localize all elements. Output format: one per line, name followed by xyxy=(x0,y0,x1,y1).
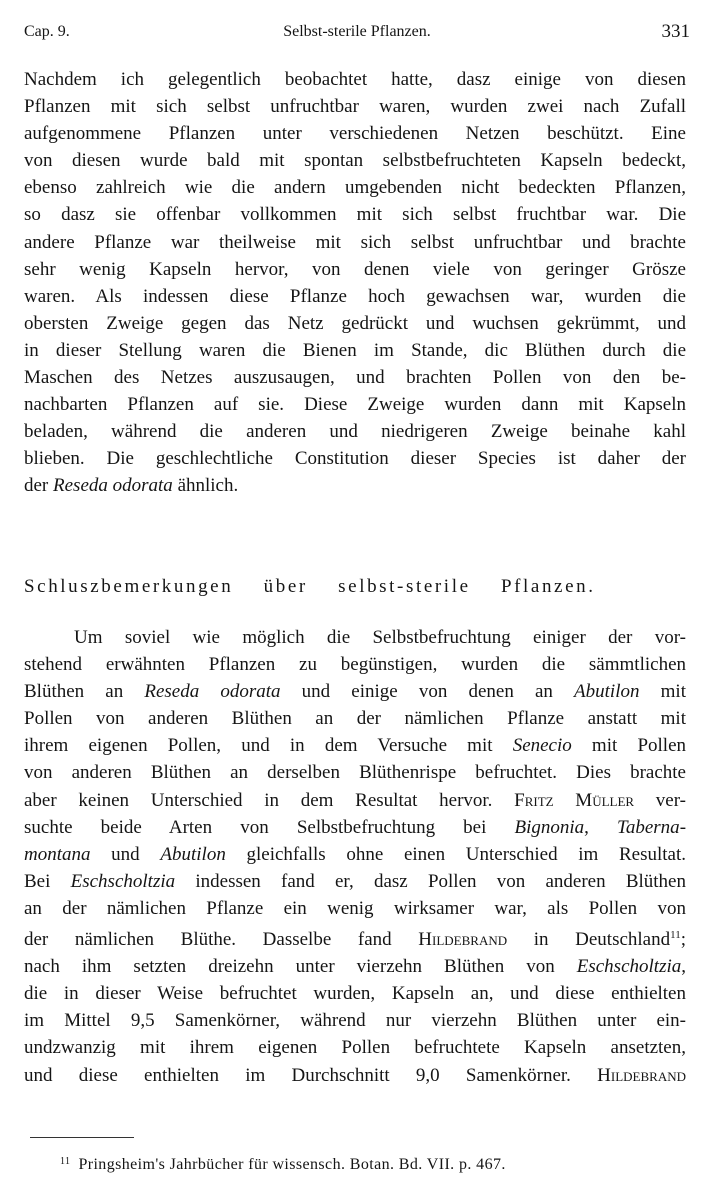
text-line: blieben. Die geschlechtliche Constitution dieser Species ist daher der xyxy=(24,448,686,470)
text-line: sehr wenig Kapseln hervor, von denen viele von geringer Grösze xyxy=(24,258,686,280)
text-line: ebenso zahlreich wie die andern umgebenden nicht bedeckten Pflanzen, xyxy=(24,177,686,199)
species-name: Bignonia xyxy=(514,816,585,838)
footnote xyxy=(60,1150,506,1177)
text-line: nachbarten Pflanzen auf sie. Diese Zweige wurden dann mit Kapseln xyxy=(24,394,686,416)
section-heading: Schluszbemerkungen über selbst-sterile Pflanzen. xyxy=(24,576,596,597)
footnote-text: Pringsheim's Jahrbücher für wissensch. Botan. Bd. VII. p. 467. xyxy=(78,1156,506,1173)
text-line: nach ihm setzten dreizehn unter vierzehn Blüthen von Eschscholtzia, xyxy=(24,956,686,978)
text-line: Blüthen an Reseda odorata und einige von denen an Abutilon mit xyxy=(24,681,686,703)
text-line: Nachdem ich gelegentlich beobachtet hatte, dasz einige von diesen xyxy=(24,69,686,90)
species-name: Reseda odorata xyxy=(53,475,173,497)
footnote-divider xyxy=(30,1137,134,1138)
text-line: Pflanzen mit sich selbst unfruchtbar waren, wurden zwei nach Zufall xyxy=(24,96,686,118)
author-name: Hildebrand xyxy=(418,929,508,951)
text-line: andere Pflanze war theilweise mit sich selbst unfruchtbar und brachte xyxy=(24,231,686,253)
text-line: undzwanzig mit ihrem eigenen Pollen befruchtete Kapseln ansetzten, xyxy=(24,1037,686,1059)
author-name: Hildebrand xyxy=(597,1064,686,1086)
text-line: die in dieser Weise befruchtet wurden, Kapseln an, und diese enthielten xyxy=(24,983,686,1005)
text-line: Maschen des Netzes auszusaugen, und brachten Pollen von den be- xyxy=(24,367,686,389)
footnote-reference: 11 xyxy=(670,929,681,942)
text-line: so dasz sie offenbar vollkommen mit sich selbst fruchtbar war. Die xyxy=(24,204,686,226)
paragraph-1-last-line: der Reseda odorata ähnlich. xyxy=(24,475,239,497)
text-line: aber keinen Unterschied in dem Resultat hervor. Fritz Müller ver- xyxy=(24,789,686,811)
text-line: von diesen wurde bald mit spontan selbstbefruchteten Kapseln bedeckt, xyxy=(24,150,686,172)
text-line: aufgenommene Pflanzen unter verschiedenen Netzen beschützt. Eine xyxy=(24,123,686,145)
species-name: Eschscholtzia xyxy=(576,956,682,978)
text-line: Um soviel wie möglich die Selbstbefruchtung einiger der vor- xyxy=(74,627,686,648)
footnote-number: 11 xyxy=(60,1156,71,1167)
text-line: waren. Als indessen diese Pflanze hoch gewachsen war, wurden die xyxy=(24,285,686,307)
text-line: im Mittel 9,5 Samenkörner, während nur vierzehn Blüthen unter ein- xyxy=(24,1010,686,1032)
paragraph-2 xyxy=(24,624,686,1089)
species-name: montana xyxy=(24,843,91,865)
text-line: Bei Eschscholtzia indessen fand er, dasz Pollen von anderen Blüthen xyxy=(24,870,686,892)
text-line: in dieser Stellung waren die Bienen im Stande, dic Blüthen durch die xyxy=(24,339,686,361)
paragraph-1 xyxy=(24,66,686,500)
text-line: von anderen Blüthen an derselben Blüthenrispe befruchtet. Dies brachte xyxy=(24,762,686,784)
page-number: 331 xyxy=(661,21,690,42)
species-name: Abutilon xyxy=(574,681,640,703)
text-line: ihrem eigenen Pollen, und in dem Versuche mit Senecio mit Pollen xyxy=(24,735,686,757)
species-name: Eschscholtzia xyxy=(70,870,176,892)
species-name: Taberna xyxy=(617,816,680,838)
text-line: beladen, während die anderen und niedrigeren Zweige beinahe kahl xyxy=(24,421,686,443)
species-name: Reseda odorata xyxy=(144,681,281,703)
running-header-title: Selbst-sterile Pflanzen. xyxy=(283,23,431,40)
author-name: Fritz Müller xyxy=(514,789,635,811)
text-line: obersten Zweige gegen das Netz gedrückt und wuchsen gekrümmt, und xyxy=(24,312,686,334)
species-name: Senecio xyxy=(512,735,572,757)
species-name: Abutilon xyxy=(160,843,226,865)
text-line: Pollen von anderen Blüthen an der nämlichen Pflanze anstatt mit xyxy=(24,708,686,730)
text-line: und diese enthielten im Durchschnitt 9,0 Samenkörner. Hildebrand xyxy=(24,1064,686,1086)
text-line: montana und Abutilon gleichfalls ohne einen Unterschied im Resultat. xyxy=(24,843,687,865)
text-line: suchte beide Arten von Selbstbefruchtung bei Bignonia, Taberna- xyxy=(24,816,687,838)
text-line: an der nämlichen Pflanze ein wenig wirksamer war, als Pollen von xyxy=(24,897,686,919)
running-header-chapter: Cap. 9. xyxy=(24,23,70,40)
text-line: stehend erwähnten Pflanzen zu begünstigen, wurden die sämmtlichen xyxy=(24,654,686,676)
text-line: der nämlichen Blüthe. Dasselbe fand Hildebrand in Deutschland$^{11}$; xyxy=(24,929,686,951)
